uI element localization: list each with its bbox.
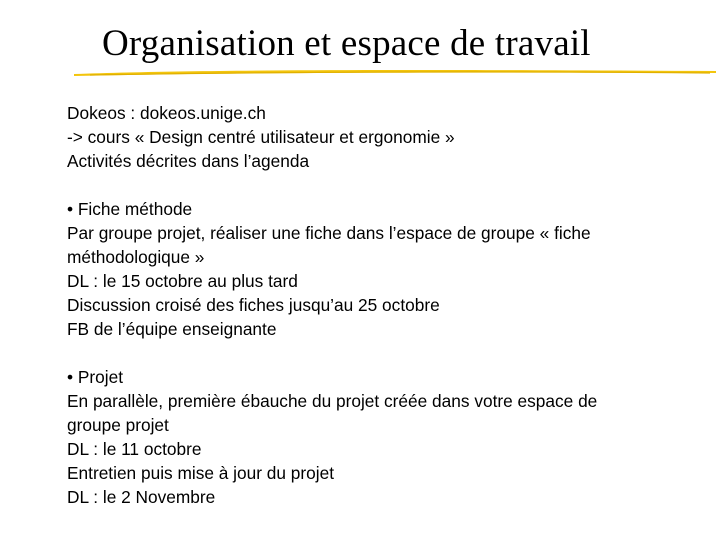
body-line: -> cours « Design centré utilisateur et ergonomie » bbox=[67, 127, 455, 147]
title-underline bbox=[70, 64, 720, 80]
body-line: DL : le 2 Novembre bbox=[67, 487, 216, 507]
body-line: Dokeos : dokeos.unige.ch bbox=[67, 103, 266, 123]
body-line: En parallèle, première ébauche du projet créée dans votre espace de bbox=[67, 391, 598, 411]
paragraph-gap bbox=[67, 173, 707, 197]
body-line: DL : le 15 octobre au plus tard bbox=[67, 271, 298, 291]
body-line: groupe projet bbox=[67, 415, 169, 435]
body-line: Activités décrites dans l’agenda bbox=[67, 151, 310, 171]
bullet-heading: • Fiche méthode bbox=[67, 199, 193, 219]
paragraph-gap bbox=[67, 341, 707, 365]
body-line: Entretien puis mise à jour du projet bbox=[67, 463, 335, 483]
bullet-heading: • Projet bbox=[67, 367, 123, 387]
slide-body bbox=[67, 101, 707, 509]
body-line: Par groupe projet, réaliser une fiche dans l’espace de groupe « fiche bbox=[67, 223, 591, 243]
body-line: Discussion croisé des fiches jusqu’au 25 octobre bbox=[67, 295, 440, 315]
body-line: DL : le 11 octobre bbox=[67, 439, 202, 459]
body-line: méthodologique » bbox=[67, 247, 205, 267]
slide-title: Organisation et espace de travail bbox=[102, 23, 591, 64]
body-line: FB de l’équipe enseignante bbox=[67, 319, 277, 339]
